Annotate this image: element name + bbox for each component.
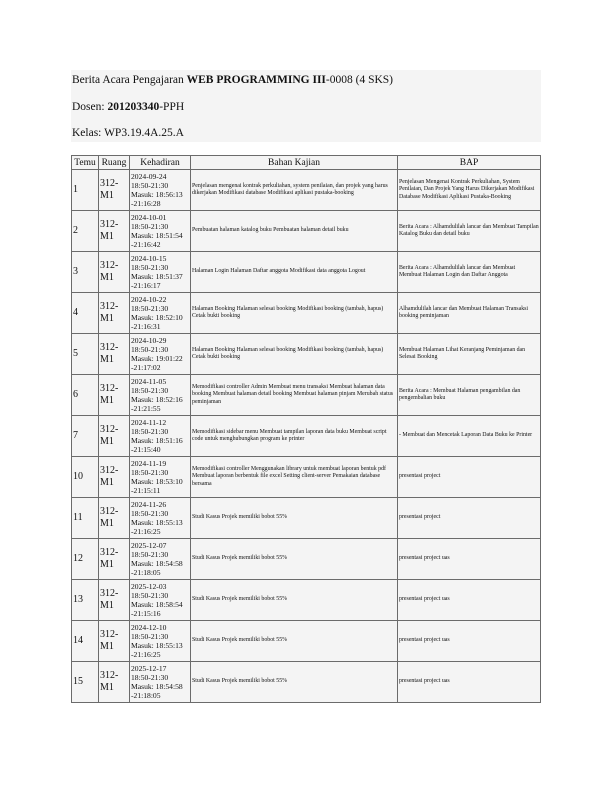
attendance-check-in: Masuk: 18:52:10	[131, 313, 183, 322]
column-header-temu: Temu	[72, 156, 99, 170]
study-material: Studi Kasus Projek memiliki bobot 55%	[191, 621, 398, 662]
attendance-schedule: 18:50-21:30	[131, 426, 169, 436]
attendance-check-out: -21:15:11	[131, 486, 161, 496]
attendance-check-in: Masuk: 18:53:10	[131, 477, 183, 486]
meeting-number: 15	[72, 662, 99, 703]
attendance-check-out: -21:15:16	[131, 609, 161, 619]
study-material: Studi Kasus Projek memiliki bobot 55%	[191, 539, 398, 580]
attendance-cell	[130, 293, 191, 334]
attendance-check-in: Masuk: 18:52:16	[131, 395, 183, 404]
attendance-cell	[130, 252, 191, 293]
attendance-cell	[130, 580, 191, 621]
meeting-number: 14	[72, 621, 99, 662]
attendance-check-in: Masuk: 18:56:13	[131, 190, 183, 199]
column-header-bahan-kajian: Bahan Kajian	[191, 156, 398, 170]
attendance-cell	[130, 662, 191, 703]
attendance-check-out: -21:16:28	[131, 199, 161, 209]
attendance-schedule: 18:50-21:30	[131, 672, 169, 682]
attendance-date: 2024-11-19	[131, 458, 167, 468]
attendance-check-out: -21:18:05	[131, 691, 161, 701]
teaching-report: - Membuat dan Mencetak Laporan Data Buku ke Printer	[398, 416, 541, 457]
room: 312-M1	[99, 416, 130, 457]
attendance-cell	[130, 539, 191, 580]
meeting-number: 10	[72, 457, 99, 498]
attendance-schedule: 18:50-21:30	[131, 180, 169, 190]
attendance-schedule: 18:50-21:30	[131, 508, 169, 518]
table-row	[72, 293, 541, 334]
table-header-row	[72, 156, 541, 170]
teaching-report: presentasi project	[398, 498, 541, 539]
table-row	[72, 252, 541, 293]
attendance-schedule: 18:50-21:30	[131, 262, 169, 272]
teaching-report: Berita Acara : Alhamdulilah lancar dan Membuat Membuat Halaman Login dan Daftar Anggota	[398, 252, 541, 293]
attendance-check-out: -21:16:25	[131, 527, 161, 537]
attendance-date: 2024-11-26	[131, 499, 167, 509]
teaching-report: Penjelasan Mengenai Kontrak Perkuliahan, System Penilaian, Dan Projek Yang Harus Dikerjakan Modifikasi Database Modifikasi Aplikasi Pustaka-Booking	[398, 170, 541, 211]
teaching-report: presentasi project uas	[398, 580, 541, 621]
attendance-cell	[130, 334, 191, 375]
room: 312-M1	[99, 375, 130, 416]
attendance-check-in: Masuk: 18:55:13	[131, 641, 183, 650]
attendance-date: 2025-12-17	[131, 663, 167, 673]
table-row	[72, 498, 541, 539]
class-label: Kelas:	[72, 127, 102, 139]
study-material: Halaman Booking Halaman selesai booking Modifikasi booking (tambah, hapus) Cetak bukti booking	[191, 334, 398, 375]
table-row	[72, 457, 541, 498]
attendance-cell	[130, 211, 191, 252]
column-header-kehadiran: Kehadiran	[130, 156, 191, 170]
attendance-schedule: 18:50-21:30	[131, 590, 169, 600]
attendance-schedule: 18:50-21:30	[131, 303, 169, 313]
attendance-check-in: Masuk: 18:55:13	[131, 518, 183, 527]
lecturer-line	[72, 100, 184, 114]
attendance-check-out: -21:16:31	[131, 322, 161, 332]
meeting-number: 3	[72, 252, 99, 293]
attendance-check-in: Masuk: 18:54:58	[131, 682, 183, 691]
attendance-cell	[130, 457, 191, 498]
attendance-date: 2024-12-10	[131, 622, 167, 632]
attendance-check-out: -21:17:02	[131, 363, 161, 373]
room: 312-M1	[99, 621, 130, 662]
report-header	[71, 70, 541, 142]
table-row	[72, 662, 541, 703]
attendance-check-out: -21:21:55	[131, 404, 161, 414]
class-line	[72, 126, 184, 140]
room: 312-M1	[99, 252, 130, 293]
attendance-cell	[130, 621, 191, 662]
study-material: Memodifikasi controller Menggunakan library untuk membuat laporan bentuk pdf Membuat laporan berbentuk file excel Setting client-server Pemakaian database bersama	[191, 457, 398, 498]
room: 312-M1	[99, 211, 130, 252]
column-header-bap: BAP	[398, 156, 541, 170]
lecturer-suffix: -PPH	[159, 101, 185, 113]
study-material: Memodifikasi controller Admin Membuat menu transaksi Membuat halaman data booking Membuat halaman detail booking Membuat halaman pinjam Merubah status peminjaman	[191, 375, 398, 416]
attendance-schedule: 18:50-21:30	[131, 344, 169, 354]
attendance-check-out: -21:16:17	[131, 281, 161, 291]
teaching-report: Alhamdulilah lancar dan Membuat Halaman Transaksi booking peminjaman	[398, 293, 541, 334]
room: 312-M1	[99, 170, 130, 211]
teaching-report: Berita Acara : Alhamdulilah lancar dan Membuat Tampilan Katalog Buku dan detail buku	[398, 211, 541, 252]
course-code: -0008 (4 SKS)	[325, 74, 393, 86]
study-material: Studi Kasus Projek memiliki bobot 55%	[191, 580, 398, 621]
meeting-number: 13	[72, 580, 99, 621]
lecturer-label: Dosen:	[72, 101, 105, 113]
table-row	[72, 375, 541, 416]
course-name: WEB PROGRAMMING III	[186, 74, 326, 86]
meeting-number: 5	[72, 334, 99, 375]
room: 312-M1	[99, 293, 130, 334]
attendance-schedule: 18:50-21:30	[131, 385, 169, 395]
attendance-schedule: 18:50-21:30	[131, 221, 169, 231]
teaching-report: presentasi project uas	[398, 539, 541, 580]
report-title-line	[72, 73, 393, 87]
attendance-check-in: Masuk: 18:51:54	[131, 231, 183, 240]
attendance-check-out: -21:16:42	[131, 240, 161, 250]
table-row	[72, 170, 541, 211]
attendance-check-out: -21:16:25	[131, 650, 161, 660]
room: 312-M1	[99, 662, 130, 703]
room: 312-M1	[99, 334, 130, 375]
room: 312-M1	[99, 498, 130, 539]
attendance-check-out: -21:15:40	[131, 445, 161, 455]
attendance-schedule: 18:50-21:30	[131, 549, 169, 559]
attendance-date: 2024-11-05	[131, 376, 167, 386]
study-material: Studi Kasus Projek memiliki bobot 55%	[191, 498, 398, 539]
attendance-schedule: 18:50-21:30	[131, 631, 169, 641]
study-material: Memodifikasi sidebar menu Membuat tampilan laporan data buku Membuat script code untuk menghubungkan program ke printer	[191, 416, 398, 457]
attendance-date: 2025-12-07	[131, 540, 167, 550]
attendance-cell	[130, 170, 191, 211]
table-row	[72, 416, 541, 457]
attendance-date: 2024-09-24	[131, 171, 167, 181]
teaching-report: Membuat Halaman Lihat Keranjang Peminjaman dan Selesai Booking	[398, 334, 541, 375]
study-material: Halaman Login Halaman Daftar anggota Modifikasi data anggota Logout	[191, 252, 398, 293]
table-row	[72, 580, 541, 621]
table-body	[72, 170, 541, 703]
room: 312-M1	[99, 539, 130, 580]
meeting-number: 7	[72, 416, 99, 457]
room: 312-M1	[99, 580, 130, 621]
attendance-cell	[130, 375, 191, 416]
attendance-cell	[130, 498, 191, 539]
meeting-number: 4	[72, 293, 99, 334]
attendance-check-in: Masuk: 18:51:37	[131, 272, 183, 281]
teaching-report: presentasi project uas	[398, 621, 541, 662]
attendance-check-in: Masuk: 19:01:22	[131, 354, 183, 363]
attendance-table	[71, 155, 541, 703]
attendance-schedule: 18:50-21:30	[131, 467, 169, 477]
attendance-date: 2024-10-29	[131, 335, 167, 345]
table-row	[72, 539, 541, 580]
class-value: WP3.19.4A.25.A	[104, 127, 184, 139]
attendance-check-in: Masuk: 18:54:58	[131, 559, 183, 568]
attendance-check-out: -21:18:05	[131, 568, 161, 578]
lecturer-id: 201203340	[107, 101, 160, 113]
meeting-number: 11	[72, 498, 99, 539]
study-material: Pembuatan halaman katalog buku Pembuatan halaman detail buku	[191, 211, 398, 252]
attendance-date: 2025-12-03	[131, 581, 167, 591]
teaching-report: presentasi project	[398, 457, 541, 498]
teaching-report: presentasi project uas	[398, 662, 541, 703]
study-material: Halaman Booking Halaman selesai booking Modifikasi booking (tambah, hapus) Cetak bukti booking	[191, 293, 398, 334]
meeting-number: 2	[72, 211, 99, 252]
report-title-prefix: Berita Acara Pengajaran	[72, 74, 184, 86]
study-material: Penjelasan mengenai kontrak perkuliahan, system penilaian, dan projek yang harus dikerjakan Modifikasi database Modifikasi aplikasi pustaka-booking	[191, 170, 398, 211]
column-header-ruang: Ruang	[99, 156, 130, 170]
table-row	[72, 211, 541, 252]
study-material: Studi Kasus Projek memiliki bobot 55%	[191, 662, 398, 703]
attendance-date: 2024-10-01	[131, 212, 167, 222]
table-row	[72, 621, 541, 662]
meeting-number: 1	[72, 170, 99, 211]
attendance-date: 2024-11-12	[131, 417, 167, 427]
attendance-cell	[130, 416, 191, 457]
room: 312-M1	[99, 457, 130, 498]
meeting-number: 6	[72, 375, 99, 416]
table-row	[72, 334, 541, 375]
attendance-check-in: Masuk: 18:58:54	[131, 600, 183, 609]
meeting-number: 12	[72, 539, 99, 580]
teaching-report: Berita Acara : Membuat Halaman pengambilan dan pengembalian buku	[398, 375, 541, 416]
attendance-date: 2024-10-15	[131, 253, 167, 263]
attendance-check-in: Masuk: 18:51:16	[131, 436, 183, 445]
attendance-date: 2024-10-22	[131, 294, 167, 304]
